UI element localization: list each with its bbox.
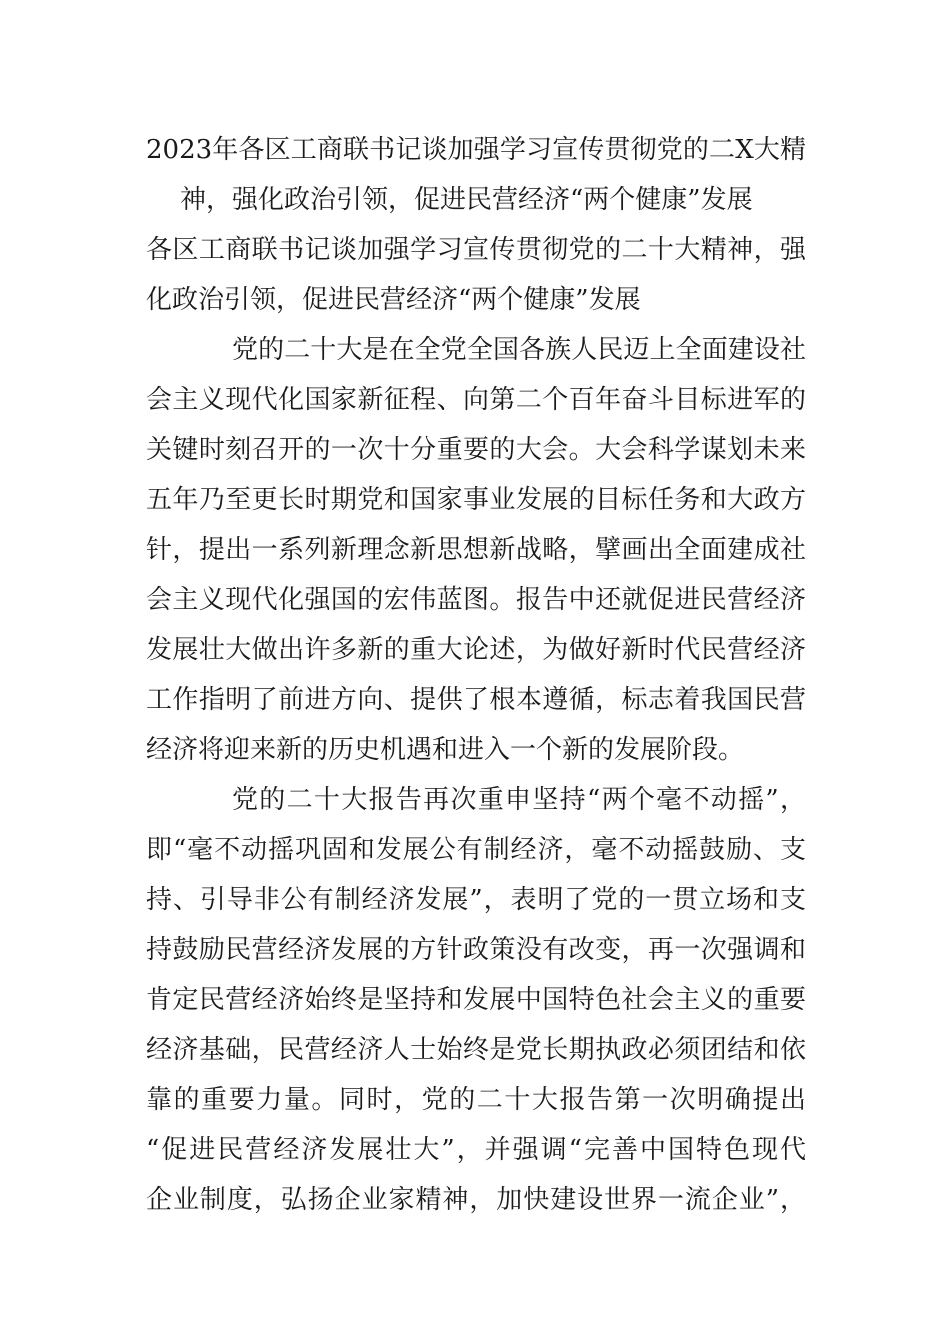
paragraph-2-line: 企业制度，弘扬企业家精神，加快建设世界一流企业”， bbox=[146, 1185, 806, 1215]
paragraph-2-line: “促进民营经济发展壮大”，并强调“完善中国特色现代 bbox=[146, 1135, 806, 1165]
paragraph-2-line: 党的二十大报告再次重申坚持“两个毫不动摇”， bbox=[232, 785, 806, 815]
paragraph-1-line: 发展壮大做出许多新的重大论述，为做好新时代民营经济 bbox=[146, 635, 806, 665]
subtitle-line-2: 化政治引领，促进民营经济“两个健康”发展 bbox=[146, 285, 641, 315]
paragraph-2-line: 持、引导非公有制经济发展”，表明了党的一贯立场和支 bbox=[146, 885, 806, 915]
paragraph-2-line: 即“毫不动摇巩固和发展公有制经济，毫不动摇鼓励、支 bbox=[146, 835, 806, 865]
subtitle-line-1: 各区工商联书记谈加强学习宣传贯彻党的二十大精神，强 bbox=[146, 235, 806, 265]
paragraph-1-line: 五年乃至更长时期党和国家事业发展的目标任务和大政方 bbox=[146, 485, 806, 515]
paragraph-1-line: 经济将迎来新的历史机遇和进入一个新的发展阶段。 bbox=[146, 735, 745, 765]
paragraph-1-line: 会主义现代化国家新征程、向第二个百年奋斗目标进军的 bbox=[146, 385, 806, 415]
paragraph-1-line: 工作指明了前进方向、提供了根本遵循，标志着我国民营 bbox=[146, 685, 806, 715]
paragraph-2-line: 靠的重要力量。同时，党的二十大报告第一次明确提出 bbox=[146, 1085, 806, 1115]
paragraph-2-line: 持鼓励民营经济发展的方针政策没有改变，再一次强调和 bbox=[146, 935, 806, 965]
paragraph-1-line: 党的二十大是在全党全国各族人民迈上全面建设社 bbox=[232, 335, 806, 365]
paragraph-2-line: 肯定民营经济始终是坚持和发展中国特色社会主义的重要 bbox=[146, 985, 806, 1015]
paragraph-1-line: 会主义现代化强国的宏伟蓝图。报告中还就促进民营经济 bbox=[146, 585, 806, 615]
paragraph-2-line: 经济基础，民营经济人士始终是党长期执政必须团结和依 bbox=[146, 1035, 806, 1065]
title-line-1: 2023年各区工商联书记谈加强学习宣传贯彻党的二X大精 bbox=[146, 135, 806, 165]
paragraph-1-line: 针，提出一系列新理念新思想新战略，擘画出全面建成社 bbox=[146, 535, 806, 565]
paragraph-1-line: 关键时刻召开的一次十分重要的大会。大会科学谋划未来 bbox=[146, 435, 806, 465]
title-line-2: 神，强化政治引领，促进民营经济“两个健康”发展 bbox=[180, 185, 753, 215]
